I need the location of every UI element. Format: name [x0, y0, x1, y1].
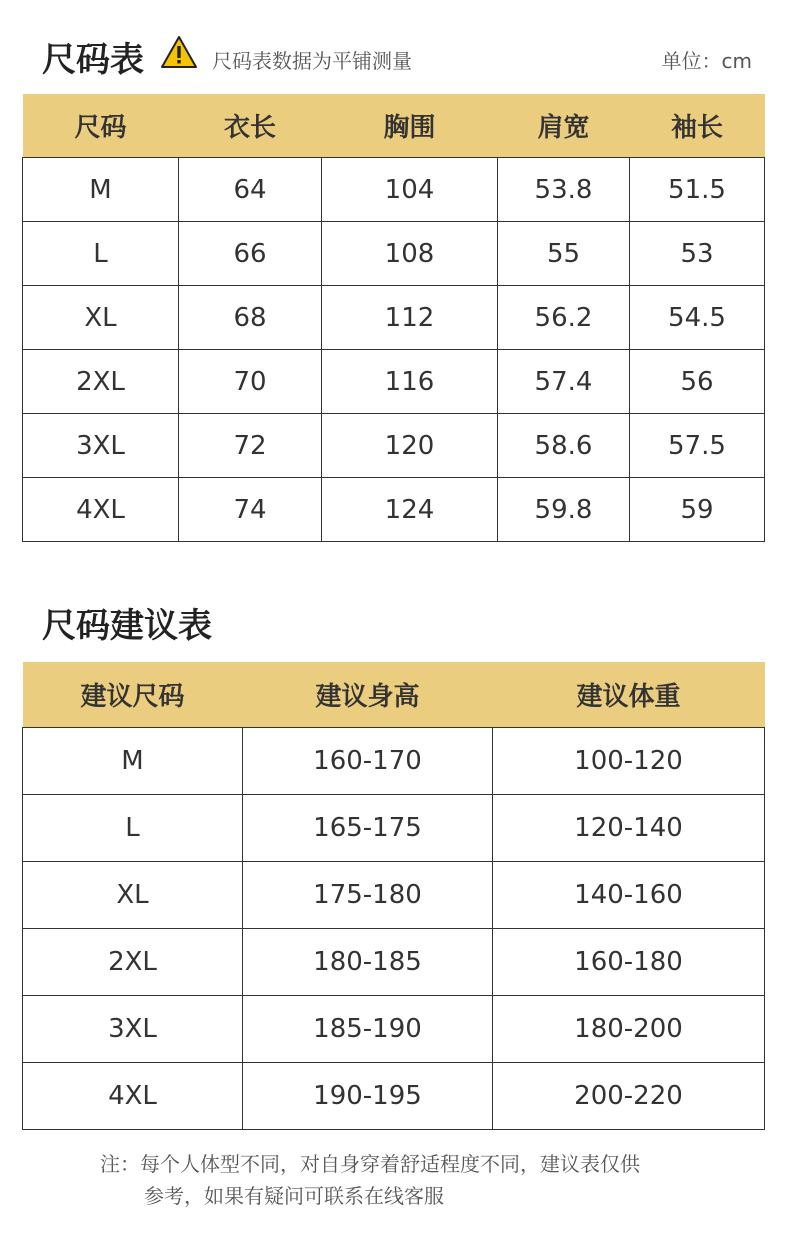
cell-length: 68 [179, 286, 322, 350]
table-row [23, 929, 765, 996]
table-row [23, 795, 765, 862]
cell-weight: 100-120 [493, 728, 765, 795]
cell-size: 3XL [23, 996, 243, 1063]
table-row [23, 862, 765, 929]
header-recommended-weight: 建议体重 [493, 662, 765, 728]
cell-length: 64 [179, 158, 322, 222]
cell-size: 2XL [23, 350, 179, 414]
table-row [23, 478, 765, 542]
cell-length: 66 [179, 222, 322, 286]
header-size: 尺码 [23, 94, 179, 158]
measure-note: 尺码表数据为平铺测量 [212, 49, 412, 73]
table-header-row [23, 94, 765, 158]
header-recommended-size: 建议尺码 [23, 662, 243, 728]
header-recommended-height: 建议身高 [243, 662, 493, 728]
cell-height: 180-185 [243, 929, 493, 996]
table-row [23, 728, 765, 795]
cell-size: L [23, 222, 179, 286]
cell-size: 2XL [23, 929, 243, 996]
cell-size: 4XL [23, 1063, 243, 1130]
cell-chest: 120 [322, 414, 498, 478]
cell-length: 72 [179, 414, 322, 478]
cell-chest: 112 [322, 286, 498, 350]
cell-chest: 116 [322, 350, 498, 414]
table-row [23, 996, 765, 1063]
cell-sleeve: 59 [630, 478, 765, 542]
cell-shoulder: 55 [498, 222, 630, 286]
cell-sleeve: 56 [630, 350, 765, 414]
cell-size: M [23, 158, 179, 222]
cell-length: 70 [179, 350, 322, 414]
cell-size: XL [23, 286, 179, 350]
header-shoulder: 肩宽 [498, 94, 630, 158]
cell-weight: 200-220 [493, 1063, 765, 1130]
size-table [22, 94, 765, 542]
table-row [23, 286, 765, 350]
cell-height: 190-195 [243, 1063, 493, 1130]
cell-height: 175-180 [243, 862, 493, 929]
recommend-chart-title: 尺码建议表 [42, 606, 212, 646]
header-length: 衣长 [179, 94, 322, 158]
cell-length: 74 [179, 478, 322, 542]
cell-weight: 160-180 [493, 929, 765, 996]
table-row [23, 350, 765, 414]
cell-weight: 140-160 [493, 862, 765, 929]
table-row [23, 1063, 765, 1130]
cell-size: M [23, 728, 243, 795]
cell-sleeve: 53 [630, 222, 765, 286]
header-sleeve: 袖长 [630, 94, 765, 158]
cell-size: L [23, 795, 243, 862]
cell-chest: 104 [322, 158, 498, 222]
cell-shoulder: 58.6 [498, 414, 630, 478]
cell-shoulder: 56.2 [498, 286, 630, 350]
cell-height: 165-175 [243, 795, 493, 862]
table-row [23, 158, 765, 222]
cell-size: XL [23, 862, 243, 929]
cell-sleeve: 51.5 [630, 158, 765, 222]
header-chest: 胸围 [322, 94, 498, 158]
cell-shoulder: 59.8 [498, 478, 630, 542]
cell-shoulder: 53.8 [498, 158, 630, 222]
cell-shoulder: 57.4 [498, 350, 630, 414]
cell-height: 185-190 [243, 996, 493, 1063]
cell-chest: 108 [322, 222, 498, 286]
cell-size: 3XL [23, 414, 179, 478]
recommend-table [22, 662, 765, 1130]
footnote-line-2: 参考，如果有疑问可联系在线客服 [144, 1184, 444, 1208]
cell-sleeve: 57.5 [630, 414, 765, 478]
table-header-row [23, 662, 765, 728]
footnote [100, 1148, 740, 1212]
unit-label: 单位：cm [661, 49, 752, 73]
warning-triangle-icon [160, 35, 198, 69]
table-row [23, 222, 765, 286]
cell-chest: 124 [322, 478, 498, 542]
size-chart-title: 尺码表 [42, 40, 144, 80]
cell-sleeve: 54.5 [630, 286, 765, 350]
cell-size: 4XL [23, 478, 179, 542]
table-row [23, 414, 765, 478]
cell-weight: 180-200 [493, 996, 765, 1063]
footnote-line-1: 注：每个人体型不同，对自身穿着舒适程度不同，建议表仅供 [100, 1152, 640, 1176]
cell-height: 160-170 [243, 728, 493, 795]
cell-weight: 120-140 [493, 795, 765, 862]
